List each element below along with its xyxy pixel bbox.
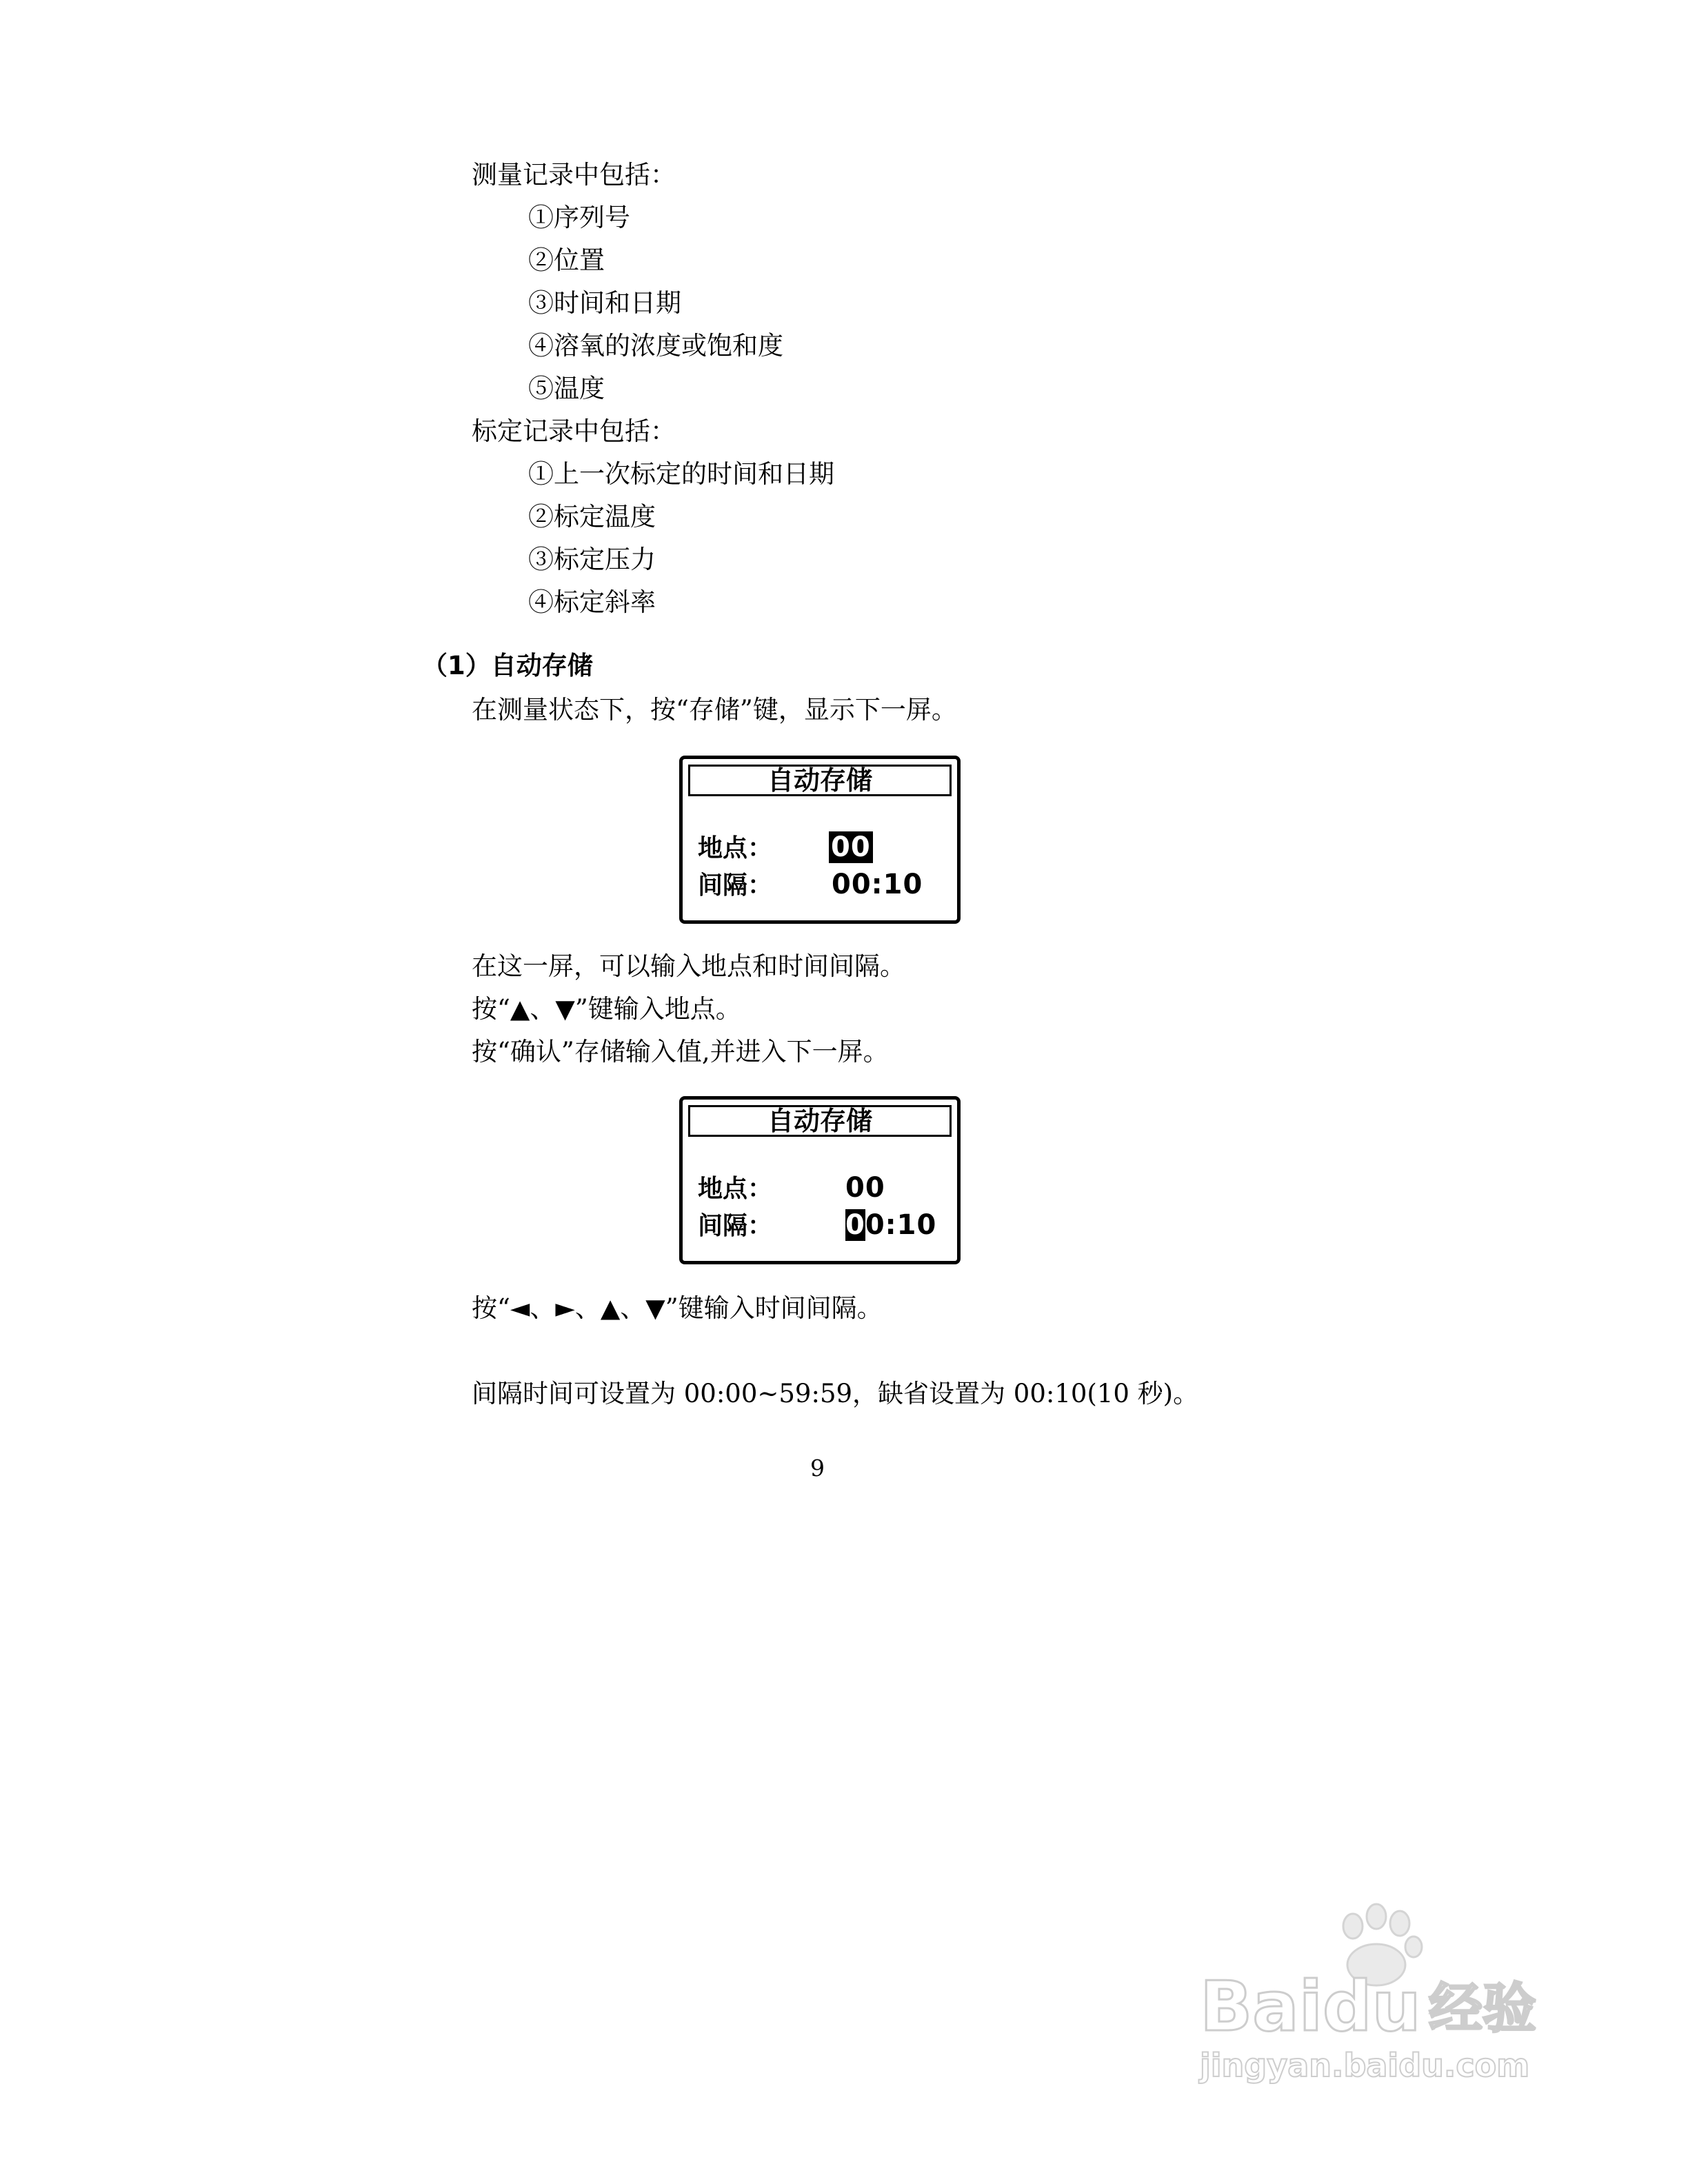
measure-item-temperature: ⑤温度: [528, 374, 605, 403]
measure-intro: 测量记录中包括：: [472, 160, 676, 190]
paragraph-save-key: 在测量状态下，按“存储”键，显示下一屏。: [472, 695, 957, 725]
measure-item-datetime: ③时间和日期: [528, 288, 681, 318]
interval-label: 间隔：: [698, 871, 773, 900]
interval-value: 00:10: [832, 869, 923, 900]
watermark-url: jingyan.baidu.com: [1200, 2047, 1530, 2084]
calib-intro: 标定记录中包括：: [472, 416, 676, 446]
paragraph-arrow-keys: 按“◄、►、▲、▼”键输入时间间隔。: [472, 1293, 883, 1323]
watermark-suffix: 经验: [1429, 1978, 1537, 2040]
calib-item-slope: ④标定斜率: [528, 587, 656, 617]
page-number: 9: [810, 1455, 825, 1482]
lcd-title: 自动存储: [688, 765, 952, 796]
interval-cursor-digit: 0: [845, 1209, 865, 1241]
calib-item-last-datetime: ①上一次标定的时间和日期: [528, 459, 834, 489]
location-label: 地点：: [698, 834, 773, 862]
interval-remaining: 0:10: [865, 1209, 937, 1241]
location-value-cursor: 00: [829, 831, 873, 863]
baidu-jingyan-watermark: [1172, 1889, 1586, 2096]
measure-item-position: ②位置: [528, 245, 605, 275]
location-value: 00: [845, 1172, 885, 1204]
section-heading-auto-save: （1）自动存储: [422, 651, 593, 680]
lcd-screen-location: [679, 756, 961, 924]
interval-value: [845, 1210, 936, 1240]
paragraph-input-location-interval: 在这一屏，可以输入地点和时间间隔。: [472, 951, 905, 981]
lcd-title: 自动存储: [688, 1105, 952, 1137]
measure-item-oxygen: ④溶氧的浓度或饱和度: [528, 331, 783, 361]
measure-item-serial: ①序列号: [528, 203, 630, 232]
calib-item-pressure: ③标定压力: [528, 545, 656, 574]
interval-label: 间隔：: [698, 1212, 773, 1240]
location-value: [829, 832, 873, 862]
lcd-screen-interval: [679, 1096, 961, 1264]
baidu-paw-logo-icon: [1172, 1889, 1586, 2096]
watermark-brand: Baidu: [1200, 1966, 1421, 2047]
location-label: 地点：: [698, 1175, 773, 1203]
paragraph-confirm-key: 按“确认”存储输入值,并进入下一屏。: [472, 1037, 889, 1066]
paragraph-up-down-keys: 按“▲、▼”键输入地点。: [472, 994, 741, 1024]
paragraph-interval-range: 间隔时间可设置为 00:00~59:59，缺省设置为 00:10(10 秒)。: [472, 1379, 1199, 1408]
calib-item-temperature: ②标定温度: [528, 502, 656, 532]
